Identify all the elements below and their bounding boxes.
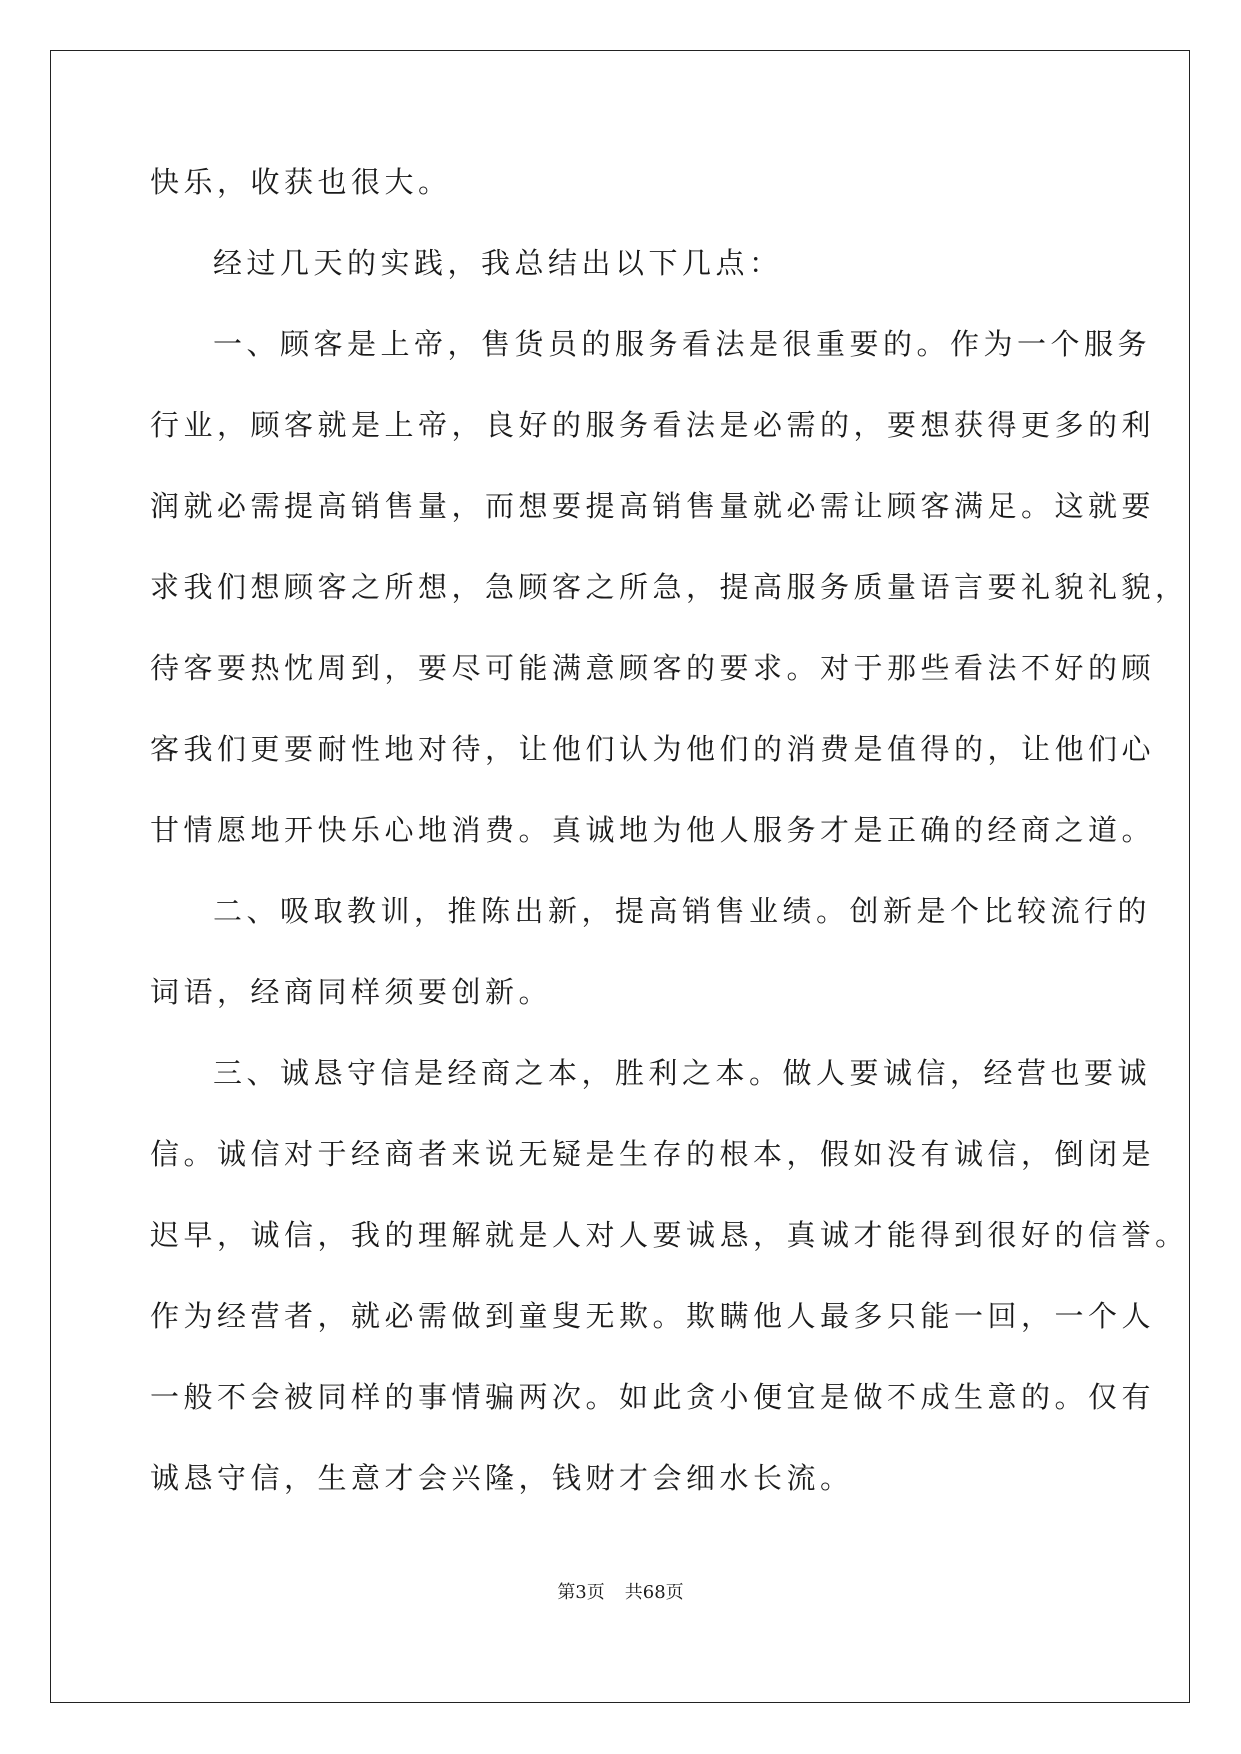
text-line: 迟早，诚信，我的理解就是人对人要诚恳，真诚才能得到很好的信誉。	[150, 1218, 1189, 1252]
text-line: 信。诚信对于经商者来说无疑是生存的根本，假如没有诚信，倒闭是	[150, 1137, 1156, 1171]
paragraph-start-line: 二、吸取教训，推陈出新，提高销售业绩。创新是个比较流行的	[213, 894, 1152, 928]
text-line: 甘情愿地开快乐心地消费。真诚地为他人服务才是正确的经商之道。	[150, 813, 1156, 847]
text-line: 一般不会被同样的事情骗两次。如此贪小便宜是做不成生意的。仅有	[150, 1380, 1156, 1414]
text-line: 行业，顾客就是上帝，良好的服务看法是必需的，要想获得更多的利	[150, 408, 1156, 442]
paragraph-start-line: 经过几天的实践，我总结出以下几点：	[213, 246, 783, 280]
text-line: 客我们更要耐性地对待，让他们认为他们的消费是值得的，让他们心	[150, 732, 1156, 766]
document-body	[150, 142, 1189, 1519]
text-line: 诚恳守信，生意才会兴隆，钱财才会细水长流。	[150, 1461, 854, 1495]
text-line: 求我们想顾客之所想，急顾客之所急，提高服务质量语言要礼貌礼貌，	[150, 570, 1189, 604]
text-line: 润就必需提高销售量，而想要提高销售量就必需让顾客满足。这就要	[150, 489, 1156, 523]
text-line: 待客要热忱周到，要尽可能满意顾客的要求。对于那些看法不好的顾	[150, 651, 1156, 685]
paragraph-start-line: 一、顾客是上帝，售货员的服务看法是很重要的。作为一个服务	[213, 327, 1152, 361]
page-footer	[0, 1578, 1241, 1604]
page-number: 第3页	[557, 1582, 605, 1603]
text-line: 作为经营者，就必需做到童叟无欺。欺瞒他人最多只能一回，一个人	[150, 1299, 1156, 1333]
paragraph-start-line: 三、诚恳守信是经商之本，胜利之本。做人要诚信，经营也要诚	[213, 1056, 1152, 1090]
text-line: 快乐，收获也很大。	[150, 165, 452, 199]
text-line: 词语，经商同样须要创新。	[150, 975, 553, 1009]
page-total: 共68页	[624, 1582, 684, 1603]
